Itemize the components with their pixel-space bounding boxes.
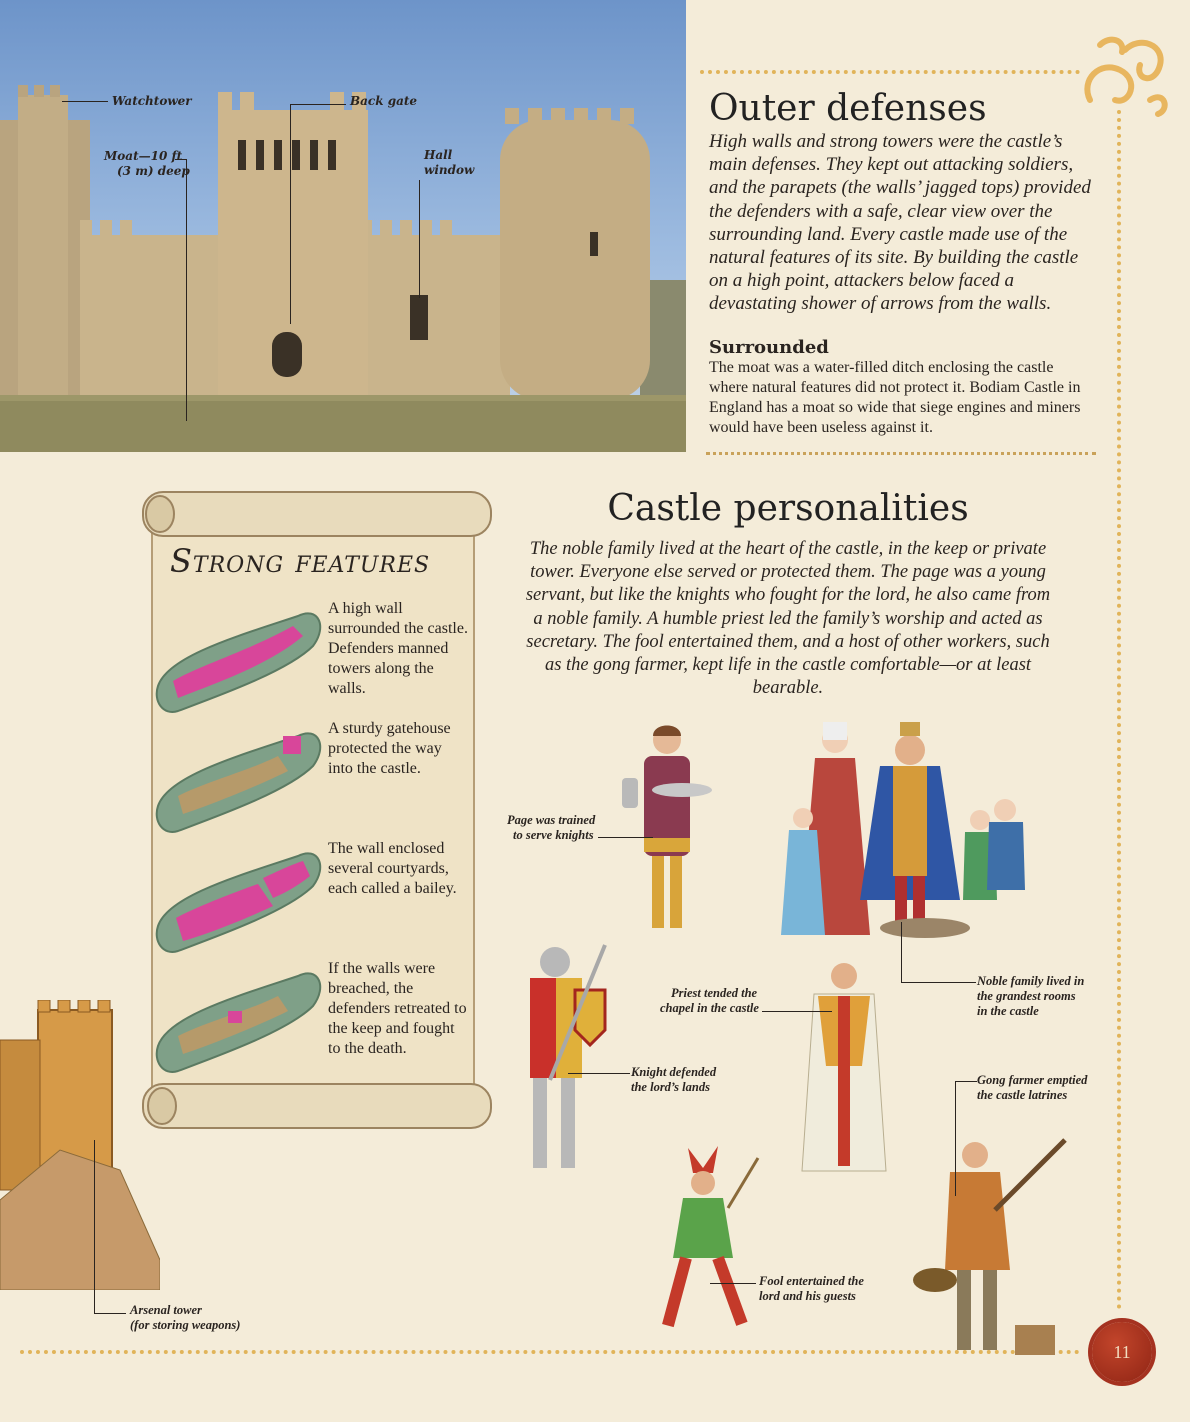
noble-family-figures [775,700,1045,942]
annotation-knight-1: Knight defended [631,1065,717,1079]
fool-leader [710,1283,756,1284]
arsenal-tower-illustration [0,1000,160,1290]
castle-illustration [0,0,686,452]
moat-leader-v [186,159,187,421]
label-hall-2: window [424,163,475,177]
divider-dotted [706,452,1096,455]
backgate-leader-h [290,104,346,105]
page-leader [598,837,653,838]
label-watchtower: Watchtower [112,94,192,108]
backgate-leader-v [290,104,291,324]
annotation-knight-2: the lord’s lands [631,1080,710,1094]
annotation-page-2: to serve knights [513,828,594,842]
top-dotted-border [700,70,1080,74]
castle-personalities-title: Castle personalities [607,488,969,529]
gong-leader-v [955,1081,956,1196]
feature-text-3: The wall enclosed several courtyards, each called a bailey. [328,840,457,897]
annotation-fool-2: lord and his guests [759,1289,856,1303]
label-hall-1: Hall [424,148,453,162]
gong-leader-h [955,1081,977,1082]
annotation-arsenal-1: Arsenal tower [130,1303,202,1317]
arsenal-leader-v [94,1140,95,1313]
feature-text-4: If the walls were breached, the defenders retreated to the keep and fought to the death. [328,960,467,1057]
annotation-page-1: Page was trained [507,813,596,827]
feature-text-1: A high wall surrounded the castle. Defenders manned towers along the walls. [328,600,468,697]
strong-features-title: Strong features [170,542,431,580]
right-dotted-border [1117,110,1121,1310]
surrounded-heading: Surrounded [709,337,829,358]
feature-text-2: A sturdy gatehouse protected the way into the castle. [328,720,451,777]
fool-figure [628,1138,778,1358]
noble-leader-h [901,982,976,983]
outer-defenses-title: Outer defenses [709,88,987,129]
outer-defenses-intro: High walls and strong towers were the castle’s main defenses. They kept out attacking soldiers, and the parapets (the walls’ jagged tops) provided the defenders with a safe, clear view over the surrounding land. Every castle made use of the natural features of its site. By building the castle on a high point, attackers below faced a devastating shower of arrows from the walls. [709,131,1091,315]
annotation-gong-2: the castle latrines [977,1088,1068,1102]
corner-flourish-icon [1070,30,1180,120]
annotation-noble-1: Noble family lived in [977,974,1085,988]
page-figure [612,718,722,940]
annotation-arsenal-2: (for storing weapons) [130,1318,241,1332]
annotation-priest-2: chapel in the castle [660,1001,759,1015]
label-moat-2: (3 m) deep [117,164,190,178]
annotation-noble-3: in the castle [977,1004,1039,1018]
annotation-noble-2: the grandest rooms [977,989,1076,1003]
hall-leader-v [419,180,420,298]
gong-farmer-figure [905,1130,1075,1362]
knight-leader [568,1073,630,1074]
priest-figure [796,956,892,1182]
castle-personalities-intro: The noble family lived at the heart of the castle, in the keep or private tower. Everyone else served or protected them. The page was a young servant, but like the knights who fought for the lord, he also came from a noble family. A humble priest led the family’s worship and acted as secretary. The fool entertained them, and a host of other workers, such as the gong farmer, kept life in the castle comfortable—or at least bearable. [525,539,1051,699]
label-back-gate: Back gate [350,94,418,108]
watchtower-leader [62,101,108,102]
priest-leader [762,1011,832,1012]
noble-leader-v [901,922,902,982]
castle-photo [0,0,686,452]
label-moat-1: Moat—10 ft [104,149,183,163]
knight-figure [505,940,625,1176]
annotation-priest-1: Priest tended the [671,986,758,1000]
arsenal-leader-h [94,1313,126,1314]
annotation-fool-1: Fool entertained the [759,1274,864,1288]
surrounded-text: The moat was a water-filled ditch enclosing the castle where natural features did not protect it. Bodiam Castle in England has a moat so wide that siege engines and miners would have been useless against it. [709,359,1081,436]
page-number-seal: 11 [1092,1322,1152,1382]
annotation-gong-1: Gong farmer emptied [977,1073,1088,1087]
